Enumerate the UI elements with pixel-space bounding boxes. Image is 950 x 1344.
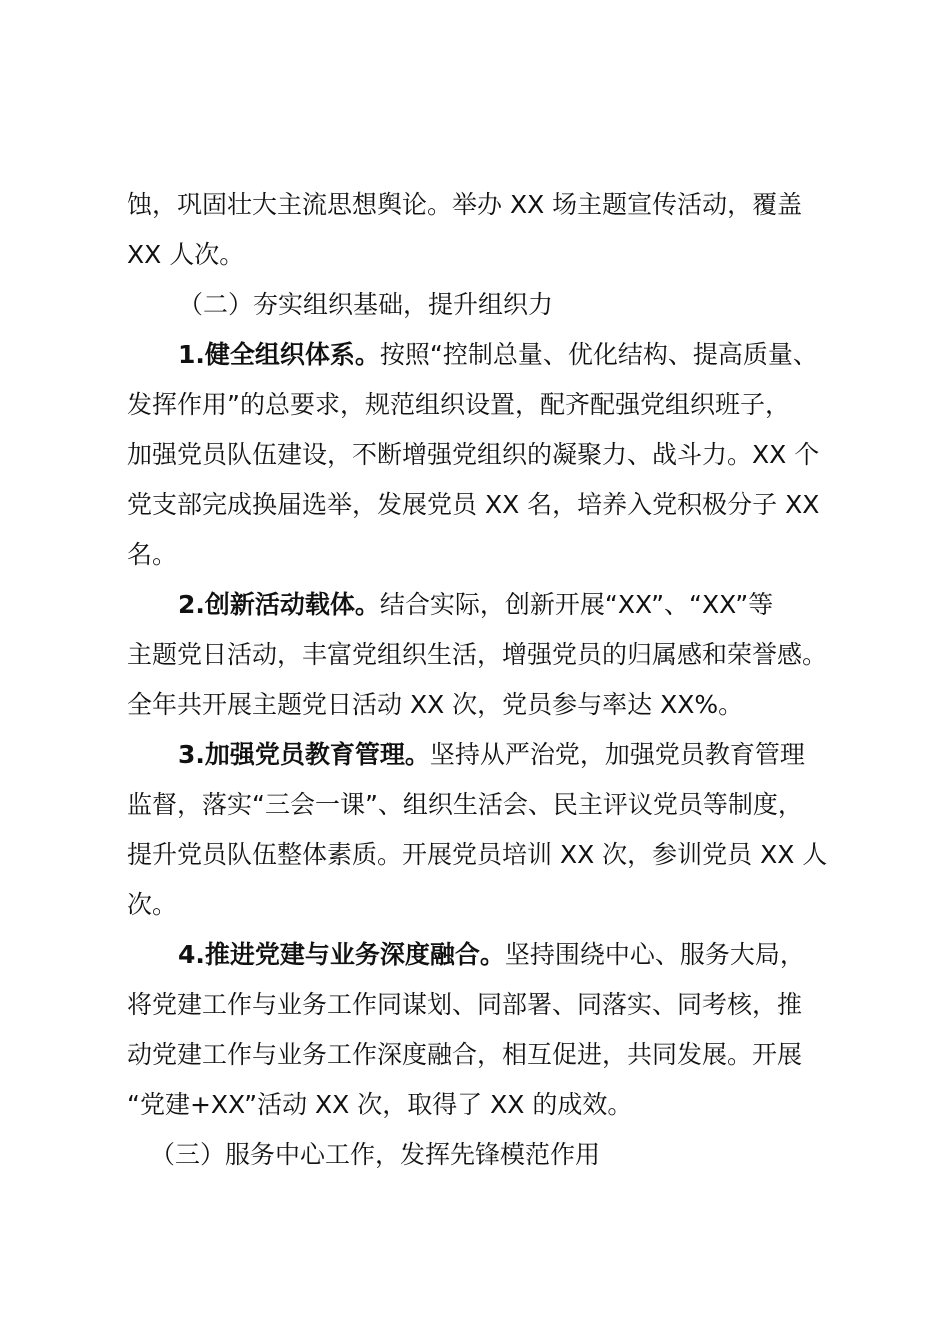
text-line — [127, 1038, 802, 1072]
line-text: 提升党员队伍整体素质。开展党员培训 XX 次，参训党员 XX 人 — [127, 840, 828, 869]
text-line — [127, 238, 244, 272]
text-line — [127, 388, 790, 422]
line-text: 蚀，巩固壮大主流思想舆论。举办 XX 场主题宣传活动，覆盖 — [127, 190, 803, 219]
item-heading: 1.健全组织体系。 — [178, 340, 380, 369]
section-heading-text: （三）服务中心工作，发挥先锋模范作用 — [150, 1140, 601, 1169]
line-text: 党支部完成换届选举，发展党员 XX 名，培养入党积极分子 XX — [127, 490, 820, 519]
text-line — [127, 688, 743, 722]
item-heading: 2.创新活动载体。 — [178, 590, 380, 619]
text-line — [127, 538, 177, 572]
line-text: 次。 — [127, 890, 178, 919]
section-heading-text: （二）夯实组织基础，提升组织力 — [178, 290, 554, 319]
text-line — [127, 838, 827, 872]
line-text: 坚持围绕中心、服务大局， — [504, 940, 805, 969]
item-heading-line — [178, 588, 773, 622]
text-line — [127, 988, 802, 1022]
line-text: 按照“控制总量、优化结构、提高质量、 — [379, 340, 818, 369]
line-text: 名。 — [127, 540, 178, 569]
section-heading — [150, 1138, 600, 1172]
item-heading-line — [178, 938, 805, 972]
line-text: 结合实际，创新开展“XX”、“XX”等 — [379, 590, 774, 619]
section-heading — [178, 288, 553, 322]
line-text: 监督，落实“三会一课”、组织生活会、民主评议党员等制度， — [127, 790, 803, 819]
text-line — [127, 638, 827, 672]
line-text: XX 人次。 — [127, 240, 245, 269]
text-line — [127, 438, 819, 472]
item-heading: 3.加强党员教育管理。 — [178, 740, 430, 769]
text-line — [127, 1088, 632, 1122]
line-text: 主题党日活动，丰富党组织生活，增强党员的归属感和荣誉感。 — [127, 640, 828, 669]
line-text: 发挥作用”的总要求，规范组织设置，配齐配强党组织班子， — [127, 390, 790, 419]
line-text: 动党建工作与业务工作深度融合，相互促进，共同发展。开展 — [127, 1040, 803, 1069]
line-text: 将党建工作与业务工作同谋划、同部署、同落实、同考核，推 — [127, 990, 803, 1019]
text-line — [127, 188, 802, 222]
line-text: 加强党员队伍建设，不断增强党组织的凝聚力、战斗力。XX 个 — [127, 440, 820, 469]
line-text: “党建+XX”活动 XX 次，取得了 XX 的成效。 — [127, 1090, 633, 1119]
line-text: 全年共开展主题党日活动 XX 次，党员参与率达 XX%。 — [127, 690, 744, 719]
text-line — [127, 488, 819, 522]
line-text: 坚持从严治党，加强党员教育管理 — [429, 740, 805, 769]
item-heading-line — [178, 738, 805, 772]
text-line — [127, 888, 177, 922]
text-line — [127, 788, 803, 822]
item-heading-line — [178, 338, 818, 372]
item-heading: 4.推进党建与业务深度融合。 — [178, 940, 505, 969]
